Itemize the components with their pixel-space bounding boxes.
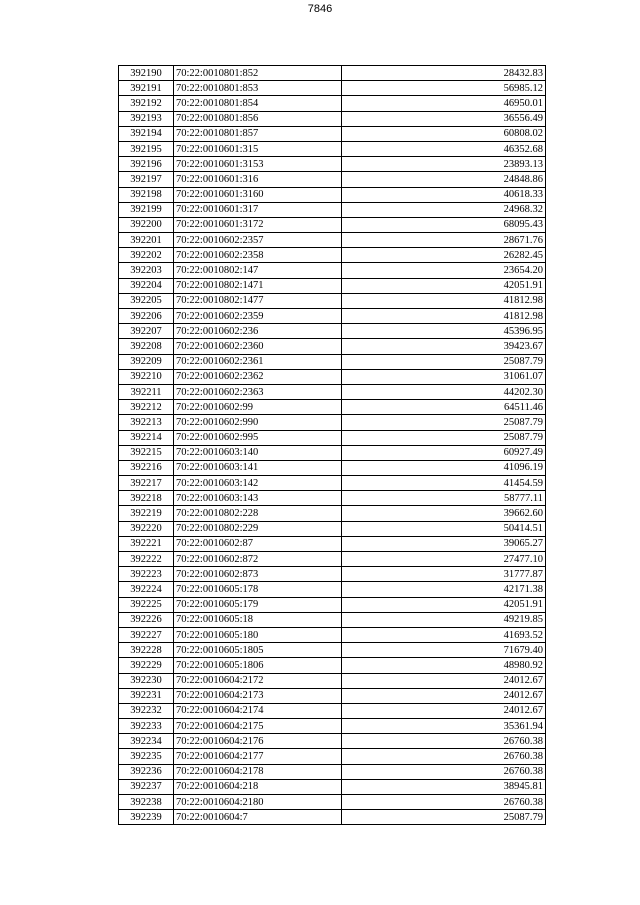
table-row	[119, 81, 546, 96]
cadastral-number-cell: 70:22:0010802:229	[174, 521, 342, 536]
cadastral-number-cell: 70:22:0010801:856	[174, 111, 342, 126]
table-row	[119, 66, 546, 81]
row-id-cell: 392212	[119, 400, 174, 415]
table-row	[119, 202, 546, 217]
row-id-cell: 392215	[119, 445, 174, 460]
row-id-cell: 392216	[119, 460, 174, 475]
row-id-cell: 392228	[119, 643, 174, 658]
cadastral-value-cell: 24012.67	[342, 688, 546, 703]
table-row	[119, 506, 546, 521]
table-row	[119, 369, 546, 384]
row-id-cell: 392200	[119, 217, 174, 232]
cadastral-value-cell: 23654.20	[342, 263, 546, 278]
cadastral-number-cell: 70:22:0010605:180	[174, 627, 342, 642]
cadastral-number-cell: 70:22:0010604:2174	[174, 703, 342, 718]
cadastral-value-cell: 60808.02	[342, 126, 546, 141]
row-id-cell: 392208	[119, 339, 174, 354]
row-id-cell: 392204	[119, 278, 174, 293]
cadastral-value-cell: 25087.79	[342, 415, 546, 430]
cadastral-number-cell: 70:22:0010602:99	[174, 400, 342, 415]
cadastral-number-cell: 70:22:0010602:2362	[174, 369, 342, 384]
cadastral-value-cell: 49219.85	[342, 612, 546, 627]
cadastral-number-cell: 70:22:0010605:179	[174, 597, 342, 612]
cadastral-value-cell: 31061.07	[342, 369, 546, 384]
table-row	[119, 384, 546, 399]
table-row	[119, 779, 546, 794]
cadastral-number-cell: 70:22:0010604:2180	[174, 795, 342, 810]
table-row	[119, 172, 546, 187]
row-id-cell: 392239	[119, 810, 174, 825]
row-id-cell: 392234	[119, 734, 174, 749]
row-id-cell: 392218	[119, 491, 174, 506]
cadastral-value-cell: 25087.79	[342, 810, 546, 825]
row-id-cell: 392196	[119, 157, 174, 172]
table-row	[119, 460, 546, 475]
cadastral-value-cell: 36556.49	[342, 111, 546, 126]
table-row	[119, 248, 546, 263]
row-id-cell: 392236	[119, 764, 174, 779]
cadastral-number-cell: 70:22:0010601:3153	[174, 157, 342, 172]
row-id-cell: 392205	[119, 293, 174, 308]
table-row	[119, 324, 546, 339]
table-row	[119, 749, 546, 764]
cadastral-value-cell: 35361.94	[342, 719, 546, 734]
cadastral-number-cell: 70:22:0010601:316	[174, 172, 342, 187]
row-id-cell: 392222	[119, 552, 174, 567]
table-row	[119, 719, 546, 734]
cadastral-value-cell: 28671.76	[342, 233, 546, 248]
cadastral-value-cell: 39423.67	[342, 339, 546, 354]
row-id-cell: 392195	[119, 141, 174, 156]
row-id-cell: 392211	[119, 384, 174, 399]
cadastral-number-cell: 70:22:0010601:3160	[174, 187, 342, 202]
row-id-cell: 392235	[119, 749, 174, 764]
cadastral-value-cell: 41693.52	[342, 627, 546, 642]
cadastral-value-cell: 26760.38	[342, 734, 546, 749]
table-row	[119, 536, 546, 551]
row-id-cell: 392217	[119, 476, 174, 491]
table-row	[119, 688, 546, 703]
cadastral-number-cell: 70:22:0010604:2172	[174, 673, 342, 688]
cadastral-number-cell: 70:22:0010605:1805	[174, 643, 342, 658]
cadastral-value-cell: 24968.32	[342, 202, 546, 217]
cadastral-number-cell: 70:22:0010603:142	[174, 476, 342, 491]
cadastral-value-cell: 68095.43	[342, 217, 546, 232]
cadastral-value-cell: 26760.38	[342, 749, 546, 764]
cadastral-value-cell: 50414.51	[342, 521, 546, 536]
row-id-cell: 392229	[119, 658, 174, 673]
cadastral-number-cell: 70:22:0010602:2361	[174, 354, 342, 369]
row-id-cell: 392201	[119, 233, 174, 248]
table-row	[119, 233, 546, 248]
cadastral-value-cell: 25087.79	[342, 354, 546, 369]
cadastral-value-cell: 25087.79	[342, 430, 546, 445]
row-id-cell: 392221	[119, 536, 174, 551]
cadastral-value-cell: 41812.98	[342, 309, 546, 324]
cadastral-number-cell: 70:22:0010801:852	[174, 66, 342, 81]
cadastral-number-cell: 70:22:0010602:990	[174, 415, 342, 430]
row-id-cell: 392220	[119, 521, 174, 536]
cadastral-value-cell: 26282.45	[342, 248, 546, 263]
cadastral-number-cell: 70:22:0010604:7	[174, 810, 342, 825]
row-id-cell: 392202	[119, 248, 174, 263]
row-id-cell: 392223	[119, 567, 174, 582]
cadastral-number-cell: 70:22:0010605:178	[174, 582, 342, 597]
cadastral-number-cell: 70:22:0010604:218	[174, 779, 342, 794]
row-id-cell: 392207	[119, 324, 174, 339]
cadastral-number-cell: 70:22:0010801:853	[174, 81, 342, 96]
cadastral-value-cell: 41096.19	[342, 460, 546, 475]
cadastral-number-cell: 70:22:0010602:2363	[174, 384, 342, 399]
row-id-cell: 392209	[119, 354, 174, 369]
cadastral-value-cell: 31777.87	[342, 567, 546, 582]
table-row	[119, 430, 546, 445]
row-id-cell: 392190	[119, 66, 174, 81]
cadastral-value-cell: 58777.11	[342, 491, 546, 506]
row-id-cell: 392231	[119, 688, 174, 703]
table-row	[119, 627, 546, 642]
cadastral-number-cell: 70:22:0010802:228	[174, 506, 342, 521]
row-id-cell: 392226	[119, 612, 174, 627]
table-row	[119, 734, 546, 749]
cadastral-value-cell: 24012.67	[342, 673, 546, 688]
cadastral-number-cell: 70:22:0010603:140	[174, 445, 342, 460]
table-row	[119, 521, 546, 536]
cadastral-value-cell: 44202.30	[342, 384, 546, 399]
cadastral-number-cell: 70:22:0010603:143	[174, 491, 342, 506]
cadastral-number-cell: 70:22:0010802:1471	[174, 278, 342, 293]
row-id-cell: 392198	[119, 187, 174, 202]
table-row	[119, 445, 546, 460]
table-row	[119, 309, 546, 324]
cadastral-value-cell: 46950.01	[342, 96, 546, 111]
row-id-cell: 392230	[119, 673, 174, 688]
table-row	[119, 582, 546, 597]
cadastral-number-cell: 70:22:0010602:236	[174, 324, 342, 339]
table-row	[119, 400, 546, 415]
table-row	[119, 141, 546, 156]
cadastral-value-table	[118, 65, 546, 825]
cadastral-number-cell: 70:22:0010601:317	[174, 202, 342, 217]
cadastral-number-cell: 70:22:0010604:2178	[174, 764, 342, 779]
row-id-cell: 392233	[119, 719, 174, 734]
cadastral-value-cell: 42171.38	[342, 582, 546, 597]
cadastral-number-cell: 70:22:0010602:873	[174, 567, 342, 582]
table-row	[119, 339, 546, 354]
table-row	[119, 157, 546, 172]
table-row	[119, 293, 546, 308]
table-row	[119, 415, 546, 430]
cadastral-value-cell: 24848.86	[342, 172, 546, 187]
cadastral-number-cell: 70:22:0010602:2359	[174, 309, 342, 324]
cadastral-number-cell: 70:22:0010605:1806	[174, 658, 342, 673]
cadastral-number-cell: 70:22:0010801:854	[174, 96, 342, 111]
cadastral-number-cell: 70:22:0010604:2173	[174, 688, 342, 703]
table-row	[119, 764, 546, 779]
row-id-cell: 392219	[119, 506, 174, 521]
row-id-cell: 392214	[119, 430, 174, 445]
cadastral-value-cell: 27477.10	[342, 552, 546, 567]
row-id-cell: 392203	[119, 263, 174, 278]
table-row	[119, 612, 546, 627]
row-id-cell: 392192	[119, 96, 174, 111]
row-id-cell: 392238	[119, 795, 174, 810]
row-id-cell: 392206	[119, 309, 174, 324]
cadastral-value-cell: 24012.67	[342, 703, 546, 718]
cadastral-value-cell: 40618.33	[342, 187, 546, 202]
table-row	[119, 597, 546, 612]
cadastral-number-cell: 70:22:0010602:872	[174, 552, 342, 567]
row-id-cell: 392225	[119, 597, 174, 612]
row-id-cell: 392227	[119, 627, 174, 642]
cadastral-value-cell: 64511.46	[342, 400, 546, 415]
row-id-cell: 392224	[119, 582, 174, 597]
cadastral-number-cell: 70:22:0010802:1477	[174, 293, 342, 308]
cadastral-value-cell: 48980.92	[342, 658, 546, 673]
table-row	[119, 111, 546, 126]
cadastral-number-cell: 70:22:0010604:2176	[174, 734, 342, 749]
cadastral-number-cell: 70:22:0010604:2175	[174, 719, 342, 734]
row-id-cell: 392210	[119, 369, 174, 384]
cadastral-value-cell: 26760.38	[342, 764, 546, 779]
cadastral-number-cell: 70:22:0010605:18	[174, 612, 342, 627]
row-id-cell: 392232	[119, 703, 174, 718]
cadastral-value-cell: 45396.95	[342, 324, 546, 339]
cadastral-number-cell: 70:22:0010602:87	[174, 536, 342, 551]
cadastral-number-cell: 70:22:0010602:2360	[174, 339, 342, 354]
cadastral-number-cell: 70:22:0010801:857	[174, 126, 342, 141]
row-id-cell: 392197	[119, 172, 174, 187]
row-id-cell: 392193	[119, 111, 174, 126]
row-id-cell: 392213	[119, 415, 174, 430]
table-row	[119, 187, 546, 202]
cadastral-value-cell: 56985.12	[342, 81, 546, 96]
cadastral-value-cell: 23893.13	[342, 157, 546, 172]
cadastral-value-cell: 26760.38	[342, 795, 546, 810]
table-row	[119, 810, 546, 825]
cadastral-value-cell: 42051.91	[342, 597, 546, 612]
cadastral-number-cell: 70:22:0010601:3172	[174, 217, 342, 232]
table-row	[119, 658, 546, 673]
cadastral-value-cell: 71679.40	[342, 643, 546, 658]
row-id-cell: 392191	[119, 81, 174, 96]
row-id-cell: 392237	[119, 779, 174, 794]
cadastral-number-cell: 70:22:0010601:315	[174, 141, 342, 156]
cadastral-value-cell: 28432.83	[342, 66, 546, 81]
cadastral-value-cell: 41812.98	[342, 293, 546, 308]
cadastral-value-cell: 46352.68	[342, 141, 546, 156]
row-id-cell: 392194	[119, 126, 174, 141]
table-row	[119, 126, 546, 141]
table-row	[119, 795, 546, 810]
cadastral-value-cell: 38945.81	[342, 779, 546, 794]
table-row	[119, 552, 546, 567]
cadastral-number-cell: 70:22:0010802:147	[174, 263, 342, 278]
cadastral-number-cell: 70:22:0010602:2357	[174, 233, 342, 248]
table-row	[119, 491, 546, 506]
cadastral-number-cell: 70:22:0010602:995	[174, 430, 342, 445]
table-row	[119, 476, 546, 491]
cadastral-value-cell: 42051.91	[342, 278, 546, 293]
row-id-cell: 392199	[119, 202, 174, 217]
table-body	[119, 66, 546, 825]
cadastral-value-cell: 39662.60	[342, 506, 546, 521]
cadastral-value-cell: 39065.27	[342, 536, 546, 551]
cadastral-number-cell: 70:22:0010603:141	[174, 460, 342, 475]
table-row	[119, 217, 546, 232]
cadastral-number-cell: 70:22:0010602:2358	[174, 248, 342, 263]
table-row	[119, 673, 546, 688]
table-row	[119, 263, 546, 278]
table-row	[119, 278, 546, 293]
table-row	[119, 96, 546, 111]
table-row	[119, 703, 546, 718]
cadastral-value-cell: 60927.49	[342, 445, 546, 460]
page-number: 7846	[307, 3, 333, 15]
table-row	[119, 643, 546, 658]
table-row	[119, 354, 546, 369]
cadastral-value-cell: 41454.59	[342, 476, 546, 491]
cadastral-number-cell: 70:22:0010604:2177	[174, 749, 342, 764]
table-row	[119, 567, 546, 582]
